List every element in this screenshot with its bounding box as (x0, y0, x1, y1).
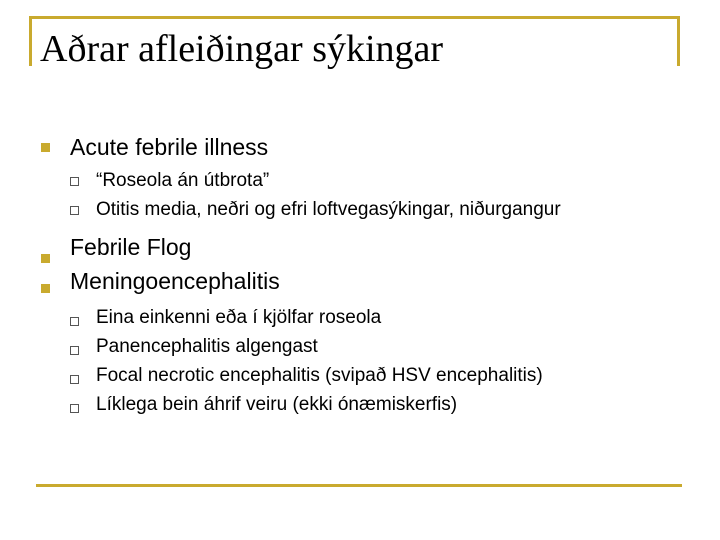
bullet-level2-marker (70, 177, 79, 186)
bullet-level2-item: Eina einkenni eða í kjölfar roseola (96, 307, 382, 328)
bullet-level1-item: Meningoencephalitis (70, 268, 280, 294)
bullet-level1-marker (41, 254, 50, 263)
bullet-level1-item: Febrile Flog (70, 234, 192, 260)
bullet-level2-item: Líklega bein áhrif veiru (ekki ónæmiskerfis) (96, 394, 458, 415)
bullet-level1-item: Acute febrile illness (70, 134, 269, 160)
bullet-level2-marker (70, 375, 79, 384)
bullet-level2-marker (70, 206, 79, 215)
slide-title: Aðrar afleiðingar sýkingar (40, 28, 444, 70)
bullet-level2-item: Otitis media, neðri og efri loftvegasýkingar, niðurgangur (96, 199, 561, 220)
bullet-level2-marker (70, 346, 79, 355)
bullet-level2-marker (70, 404, 79, 413)
bullet-level1-marker (41, 284, 50, 293)
bullet-level1-marker (41, 143, 50, 152)
bullet-level2-marker (70, 317, 79, 326)
bullet-level2-item: Panencephalitis algengast (96, 336, 318, 357)
frame-right-border (677, 16, 680, 66)
frame-bottom-border (36, 484, 682, 487)
frame-left-border (29, 16, 32, 66)
bullet-level2-item: Focal necrotic encephalitis (svipað HSV encephalitis) (96, 365, 543, 386)
frame-top-border (29, 16, 679, 19)
bullet-level2-item: “Roseola án útbrota” (96, 170, 270, 191)
